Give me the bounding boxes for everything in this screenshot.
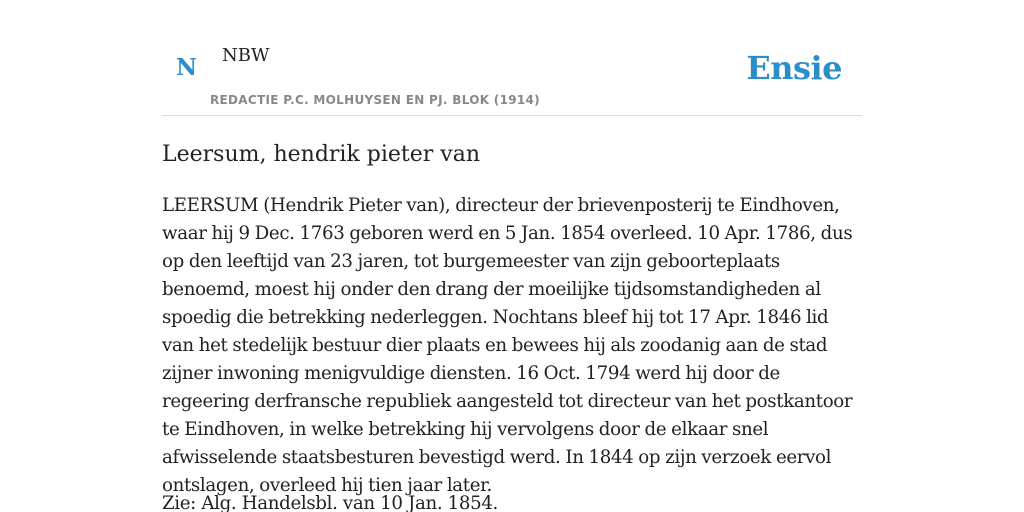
source-header — [162, 0, 862, 116]
article-page — [162, 0, 862, 512]
source-logo[interactable]: N — [176, 54, 198, 81]
ensie-logo[interactable]: Ensie — [746, 49, 842, 87]
source-name-link[interactable]: NBW — [222, 45, 270, 66]
article-reference: Zie: Alg. Handelsbl. van 10 Jan. 1854. — [162, 493, 498, 512]
source-editors: REDACTIE P.C. MOLHUYSEN EN PJ. BLOK (1914) — [210, 93, 540, 107]
article-title: Leersum, hendrik pieter van — [162, 142, 481, 167]
article-body: LEERSUM (Hendrik Pieter van), directeur der brievenposterij te Eindhoven, waar hij 9 Dec. 1763 geboren werd en 5 Jan. 1854 overleed. 10 Apr. 1786, dus op den leeftijd van 23 jaren, tot burgemeester van zijn geboorteplaats benoemd, moest hij onder den drang der moeilijke tijdsomstandigheden al spoedig die betrekking nederleggen. Nochtans bleef hij tot 17 Apr. 1846 lid van het stedelijk bestuur dier plaats en bewees hij als zoodanig aan de stad zijner inwoning menigvuldige diensten. 16 Oct. 1794 werd hij door de regeering derfransche republiek aangesteld tot directeur van het postkantoor te Eindhoven, in welke betrekking hij vervolgens door de elkaar snel afwisselende staatsbesturen bevestigd werd. In 1844 op zijn verzoek eervol ontslagen, overleed hij tien jaar later. — [162, 195, 853, 496]
